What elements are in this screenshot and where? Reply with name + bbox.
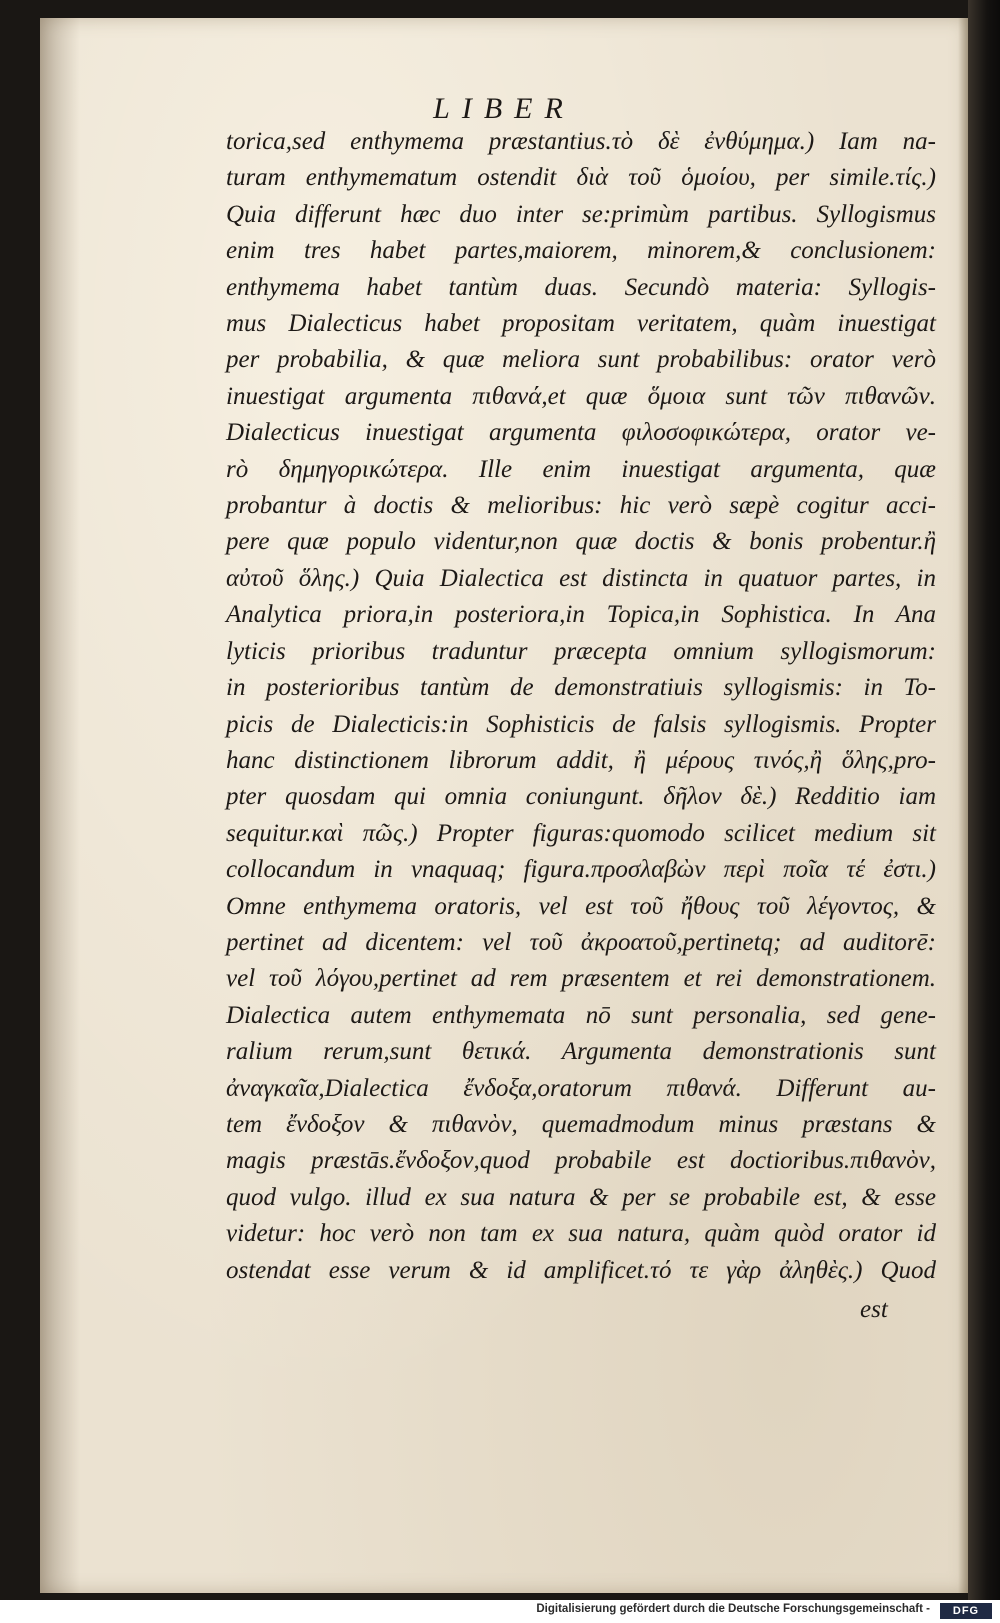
text-line: turam enthymematum ostendit διὰ τοῦ ὁμοίου, per simile.τίς.) [226,164,936,192]
page-gutter-shadow [40,18,80,1593]
text-line: quod vulgo. illud ex sua natura & per se probabile est, & esse [226,1183,936,1211]
text-line: Quia differunt hæc duo inter se:primùm partibus. Syllogismus [226,200,936,228]
text-line: pertinet ad dicentem: vel τοῦ ἀκροατοῦ,pertinetq; ad auditorē: [226,928,936,956]
text-line: enim tres habet partes,maiorem, minorem,& conclusionem: [226,237,936,265]
text-line: ralium rerum,sunt θετικά. Argumenta demonstrationis sunt [226,1038,936,1066]
text-line: picis de Dialecticis:in Sophisticis de falsis syllogismis. Propter [226,710,936,738]
body-text [226,124,936,1289]
scan-border-right [968,0,1000,1600]
text-line: pter quosdam qui omnia coniungunt. δῆλον δὲ.) Redditio iam [226,783,936,811]
text-line: hanc distinctionem librorum addit, ἢ μέρους τινός,ἢ ὅλης,pro- [226,746,936,774]
text-line: sequitur.καὶ πῶς.) Propter figuras:quomodo scilicet medium sit [226,819,936,847]
text-line: αὐτοῦ ὅλης.) Quia Dialectica est distincta in quatuor partes, in [226,564,936,592]
text-line: Analytica priora,in posteriora,in Topica,in Sophistica. In Ana [226,601,936,629]
text-line: lyticis prioribus traduntur præcepta omnium syllogismorum: [226,637,936,665]
text-line: Dialectica autem enthymemata nō sunt personalia, sed gene- [226,1001,936,1029]
text-line: rò δημηγορικώτερα. Ille enim inuestigat argumenta, quæ [226,455,936,483]
text-line: inuestigat argumenta πιθανά,et quæ ὅμοια sunt τῶν πιθανῶν. [226,382,936,410]
text-line: tem ἔνδοξον & πιθανὸν, quemadmodum minus præstans & [226,1110,936,1138]
text-line: enthymema habet tantùm duas. Secundò materia: Syllogis- [226,273,936,301]
text-line: videtur: hoc verò non tam ex sua natura, quàm quòd orator id [226,1220,936,1248]
text-line: mus Dialecticus habet propositam veritatem, quàm inuestigat [226,310,936,338]
page-fore-edge [958,18,968,1593]
dfg-logo: DFG [940,1603,992,1619]
text-line: collocandum in vnaquaq; figura.προσλαβὼν περὶ ποῖα τέ ἐστι.) [226,856,936,884]
text-line: ἀναγκαῖα,Dialectica ἔνδοξα,oratorum πιθανά. Differunt au- [226,1074,936,1102]
text-line: vel τοῦ λόγου,pertinet ad rem præsentem et rei demonstrationem. [226,965,936,993]
digitization-footer [0,1600,1000,1623]
text-line: torica,sed enthymema præstantius.τὸ δὲ ἐνθύμημα.) Iam na- [226,128,936,155]
text-line: Omne enthymema oratoris, vel est τοῦ ἤθους τοῦ λέγοντος, & [226,892,936,920]
text-line: magis præstās.ἔνδοξον,quod probabile est doctioribus.πιθανὸν, [226,1147,936,1175]
text-line: probantur à doctis & melioribus: hic verò sæpè cogitur acci- [226,492,936,520]
text-line: pere quæ populo videntur,non quæ doctis & bonis probentur.ἢ [226,528,936,556]
catchword: est [860,1296,888,1323]
footer-credit-text: Digitalisierung gefördert durch die Deutsche Forschungsgemeinschaft - [536,1603,930,1615]
running-head: LIBER [433,92,575,125]
text-line: in posterioribus tantùm de demonstratiuis syllogismis: in To- [226,674,936,702]
text-line: ostendat esse verum & id amplificet.τό τε γὰρ ἀληθὲς.) Quod [226,1256,936,1284]
text-line: Dialecticus inuestigat argumenta φιλοσοφικώτερα, orator ve- [226,419,936,447]
text-line: per probabilia, & quæ meliora sunt probabilibus: orator verò [226,346,936,374]
